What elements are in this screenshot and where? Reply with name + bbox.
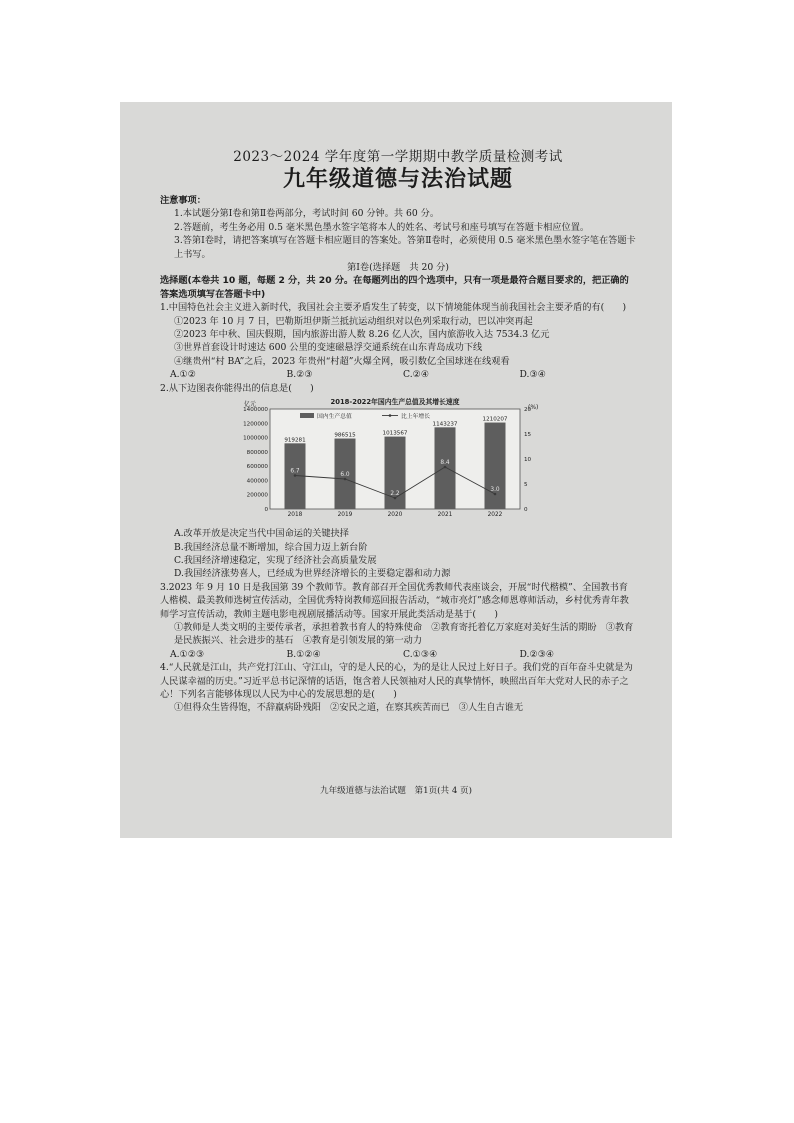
gdp-bar-label: 1143237 xyxy=(432,421,458,428)
growth-point xyxy=(494,493,497,496)
x-tick-label: 2019 xyxy=(337,512,353,519)
question-4-stem: 4.“人民就是江山，共产党打江山、守江山，守的是人民的心，为的是让人民过上好日子。我们党的百年奋斗史就是为人民谋幸福的历史。”习近平总书记深情的话语，饱含着人民领袖对人民的真挚情怀，映照出百年大党对人民的赤子之心！下列名言能够体现以人民为中心的发展思想的是( ) xyxy=(160,662,633,700)
notice-item-1: 1.本试题分第Ⅰ卷和第Ⅱ卷两部分，考试时间 60 分钟。共 60 分。 xyxy=(174,208,440,220)
growth-point xyxy=(344,478,347,481)
growth-point xyxy=(294,474,297,477)
y2-tick-label: 0 xyxy=(524,507,528,514)
exam-title: 2023～2024 学年度第一学期期中教学质量检测考试 xyxy=(233,149,563,165)
legend-bar-label: 国内生产总值 xyxy=(317,414,352,421)
legend-line-marker xyxy=(389,414,392,417)
option-d: D.②③④ xyxy=(519,648,555,660)
question-2-option-a: A.改革开放是决定当代中国命运的关键抉择 xyxy=(174,528,349,540)
y-tick-label: 200000 xyxy=(246,492,268,499)
x-tick-label: 2022 xyxy=(487,512,503,519)
gdp-bar-label: 1210207 xyxy=(482,416,508,423)
growth-point xyxy=(444,466,447,469)
option-c: C.②④ xyxy=(403,369,430,381)
growth-label: 8.4 xyxy=(440,460,450,467)
y-tick-label: 600000 xyxy=(246,464,268,471)
gdp-bar xyxy=(485,423,506,509)
growth-label: 6.7 xyxy=(290,468,300,475)
y-axis-label: 亿元 xyxy=(244,401,257,409)
growth-point xyxy=(394,497,397,500)
page-footer: 九年级道德与法治试题 第1页(共 4 页) xyxy=(319,786,472,796)
growth-label: 2.2 xyxy=(390,491,400,498)
gdp-chart xyxy=(220,397,550,525)
chart-title: 2018-2022年国内生产总值及其增长速度 xyxy=(330,398,460,407)
question-1 xyxy=(160,301,636,381)
option-a: A.①②③ xyxy=(170,648,205,660)
question-1-item: ③世界首套设计时速达 600 公里的变速磁悬浮交通系统在山东青岛成功下线 xyxy=(174,342,483,354)
notice-title: 注意事项： xyxy=(160,195,206,206)
question-2-stem: 2.从下边图表你能得出的信息是( ) xyxy=(160,382,314,394)
question-3-items: ①教师是人类文明的主要传承者，承担着教书育人的特殊使命 ②教育寄托着亿万家庭对美好生活的期盼 ③教育是民族振兴、社会进步的基石 ④教育是引领发展的第一动力 xyxy=(174,621,634,647)
question-1-item: ①2023 年 10 月 7 日，巴勒斯坦伊斯兰抵抗运动组织对以色列采取行动，巴以冲突再起 xyxy=(174,315,533,327)
y-tick-label: 0 xyxy=(264,507,268,514)
question-1-item: ②2023 年中秋、国庆假期，国内旅游出游人数 8.26 亿人次，国内旅游收入达 7534.3 亿元 xyxy=(174,329,550,341)
question-1-stem: 1.中国特色社会主义进入新时代，我国社会主要矛盾发生了转变，以下情境能体现当前我国社会主要矛盾的有( ) xyxy=(160,302,627,314)
question-1-item: ④继贵州“村 BA”之后，2023 年贵州“村超”火爆全网，吸引数亿全国球迷在线观看 xyxy=(174,355,510,367)
growth-label: 3.0 xyxy=(490,487,500,494)
question-4-items: ①但得众生皆得饱，不辞羸病卧残阳 ②安民之道，在察其疾苦而已 ③人生自古谁无 xyxy=(174,702,524,714)
question-3-stem: 3.2023 年 9 月 10 日是我国第 39 个教师节。教育部召开全国优秀教师代表座谈会，开展“时代楷模”、全国教书育人楷模、最美教师选树宣传活动，全国优秀特岗教师巡回报告活动，“城市亮灯”感念师恩尊师活动，乡村优秀青年教师学习宣传活动，教师主题电影电视剧展播活动等。国家开展此类活动是基于( ) xyxy=(160,581,629,620)
gdp-bar-label: 919281 xyxy=(284,437,306,444)
option-a: A.①② xyxy=(170,369,197,381)
x-tick-label: 2021 xyxy=(437,512,453,519)
question-2 xyxy=(160,382,636,581)
legend-bar-swatch xyxy=(300,413,314,418)
y-tick-label: 400000 xyxy=(246,478,268,485)
option-b: B.①②④ xyxy=(286,648,321,660)
y2-tick-label: 20 xyxy=(524,407,532,414)
option-c: C.①③④ xyxy=(403,648,438,660)
question-4 xyxy=(160,661,636,715)
y2-tick-label: 15 xyxy=(524,432,532,439)
x-tick-label: 2020 xyxy=(387,512,403,519)
y2-axis-label: (%) xyxy=(528,404,539,412)
x-tick-label: 2018 xyxy=(287,512,303,519)
section-instruction: 选择题(本卷共 10 题，每题 2 分，共 20 分。在每题列出的四个选项中，只有一项是最符合题目要求的，把正确的答案选项填写在答题卡中) xyxy=(160,275,629,300)
y2-tick-label: 5 xyxy=(524,482,528,489)
notice-item-2: 2.答题前，考生务必用 0.5 毫米黑色墨水签字笔将本人的姓名、考试号和座号填写在答题卡相应位置。 xyxy=(174,221,590,233)
y2-tick-label: 10 xyxy=(524,457,532,464)
question-3-options xyxy=(160,648,636,661)
gdp-chart-svg xyxy=(220,397,550,525)
y-tick-label: 800000 xyxy=(246,449,268,456)
gdp-bar-label: 986515 xyxy=(334,432,356,439)
y-tick-label: 1200000 xyxy=(243,421,268,428)
question-3 xyxy=(160,581,636,661)
exam-content xyxy=(160,148,636,715)
growth-label: 6.0 xyxy=(340,472,350,479)
question-2-option-d: D.我国经济涨势喜人，已经成为世界经济增长的主要稳定器和动力源 xyxy=(174,568,451,580)
notice-block xyxy=(160,194,636,261)
notice-item-3: 3.答第Ⅰ卷时，请把答案填写在答题卡相应题目的答案处。答第Ⅱ卷时，必须使用 0.5 毫米黑色墨水签字笔在答题卡上书写。 xyxy=(174,235,636,260)
question-2-option-b: B.我国经济总量不断增加，综合国力迈上新台阶 xyxy=(174,541,368,553)
question-2-option-c: C.我国经济增速稳定，实现了经济社会高质量发展 xyxy=(174,554,377,566)
question-1-options xyxy=(160,368,636,381)
subject-title: 九年级道德与法治试题 xyxy=(282,167,513,192)
y-tick-label: 1000000 xyxy=(243,435,268,442)
section-title: 第Ⅰ卷(选择题 共 20 分) xyxy=(347,262,449,274)
legend-line-label: 比上年增长 xyxy=(401,414,430,421)
gdp-bar-label: 1013567 xyxy=(382,430,408,437)
exam-paper-photo xyxy=(120,102,672,838)
option-b: B.②③ xyxy=(286,369,313,381)
y-tick-label: 1400000 xyxy=(243,407,268,414)
option-d: D.③④ xyxy=(519,369,546,381)
